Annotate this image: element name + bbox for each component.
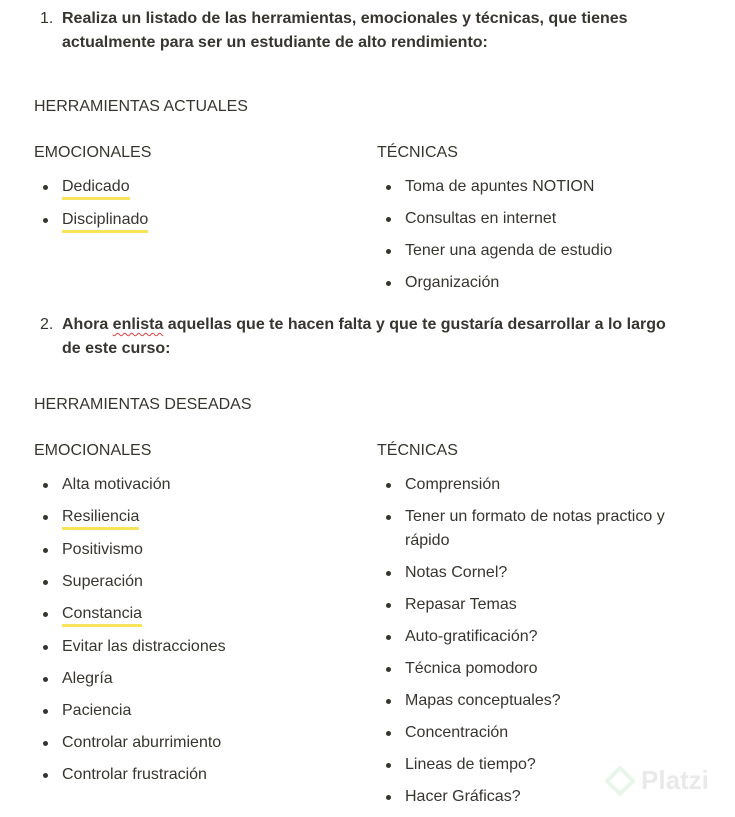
platzi-logo-icon (605, 766, 635, 796)
list-item: Consultas en internet (377, 207, 697, 231)
bullet-list (34, 473, 354, 787)
column-title: TÉCNICAS (377, 144, 458, 161)
platzi-watermark (605, 765, 709, 796)
list-item: Lineas de tiempo? (377, 753, 677, 777)
deseadas-emocionales-column (34, 441, 354, 795)
misspelled-word: enlista (112, 316, 164, 333)
section-heading-actuales: HERRAMIENTAS ACTUALES (34, 98, 248, 115)
highlighted-text: Disciplinado (62, 210, 148, 233)
list-item: Controlar aburrimiento (34, 731, 354, 755)
list-item: Comprensión (377, 473, 677, 497)
actuales-emocionales-column (34, 143, 354, 241)
highlighted-text: Resiliencia (62, 507, 139, 530)
list-item: Superación (34, 570, 354, 594)
bullet-list (377, 175, 697, 295)
column-title: EMOCIONALES (34, 144, 152, 161)
list-item: Toma de apuntes NOTION (377, 175, 697, 199)
list-item: Alta motivación (34, 473, 354, 497)
list-item: Hacer Gráficas? (377, 785, 677, 809)
list-item (34, 208, 354, 233)
list-item (34, 175, 354, 200)
list-item: Alegría (34, 667, 354, 691)
list-item: Notas Cornel? (377, 561, 677, 585)
section-heading-deseadas: HERRAMIENTAS DESEADAS (34, 396, 252, 413)
column-title: TÉCNICAS (377, 442, 458, 459)
question-1-text: Realiza un listado de las herramientas, emocionales y técnicas, que tienes actualmente para ser un estudiante de alto rendimiento: (62, 10, 628, 51)
question-2-text (62, 313, 672, 361)
list-item: Controlar frustración (34, 763, 354, 787)
text-segment: aquellas que te hacen falta y que te gustaría desarrollar a lo largo de este curso: (62, 316, 666, 357)
list-item: Técnica pomodoro (377, 657, 677, 681)
list-item: Concentración (377, 721, 677, 745)
list-item: Organización (377, 271, 697, 295)
list-item: Mapas conceptuales? (377, 689, 677, 713)
bullet-list (377, 473, 677, 809)
list-number: 1. (40, 10, 54, 27)
actuales-tecnicas-column (377, 143, 697, 303)
deseadas-tecnicas-column (377, 441, 677, 817)
list-item: Positivismo (34, 538, 354, 562)
highlighted-text: Dedicado (62, 177, 130, 200)
list-number: 2. (40, 316, 54, 333)
list-item (34, 602, 354, 627)
highlighted-text: Constancia (62, 604, 142, 627)
bullet-list (34, 175, 354, 233)
list-item: Auto-gratificación? (377, 625, 677, 649)
watermark-text: Platzi (641, 765, 709, 795)
list-item: Evitar las distracciones (34, 635, 354, 659)
column-title: EMOCIONALES (34, 442, 152, 459)
text-segment: Ahora (62, 316, 113, 333)
list-item (34, 505, 354, 530)
list-item: Paciencia (34, 699, 354, 723)
list-item: Tener una agenda de estudio (377, 239, 697, 263)
list-item: Tener un formato de notas practico y rápido (377, 505, 677, 553)
list-item: Repasar Temas (377, 593, 677, 617)
